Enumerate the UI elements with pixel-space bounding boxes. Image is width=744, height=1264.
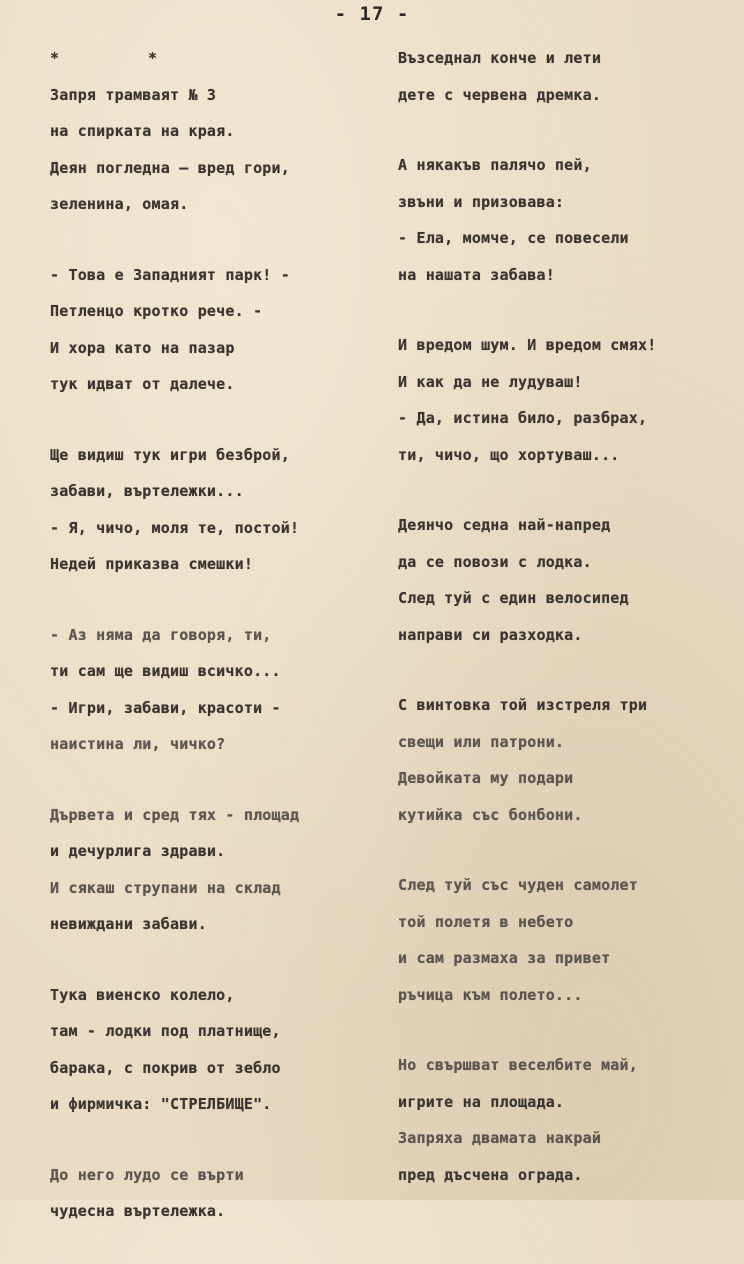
poem-line: Но свършват веселбите май, (398, 1056, 638, 1074)
poem-line: И как да не лудуваш! (398, 372, 583, 391)
stanza (50, 40, 380, 223)
right-column (398, 40, 738, 1227)
poem-line: пред дъсчена ограда. (398, 1165, 583, 1184)
poem-line: - Аз няма да говоря, ти, (50, 625, 272, 644)
poem-line: - Ела, момче, се повесели (398, 229, 629, 247)
poem-line: направи си разходка. (398, 625, 583, 644)
poem-line: Възседнал конче и лети (398, 49, 602, 67)
poem-line: забави, въртележки... (50, 482, 244, 500)
poem-line: и фирмичка: "СТРЕЛБИЩЕ". (50, 1095, 272, 1113)
poem-line: и сам размаха за привет (398, 949, 611, 967)
poem-line: - Игри, забави, красоти - (50, 698, 281, 717)
poem-line: кутийка със бонбони. (398, 805, 583, 824)
stanza (398, 507, 738, 653)
section-stars: * * (50, 49, 198, 67)
poem-line: Ще видиш тук игри безброй, (50, 445, 290, 464)
poem-line: свещи или патрони. (398, 732, 565, 751)
poem-line: - Я, чичо, моля те, постой! (50, 518, 300, 537)
stanza (398, 687, 738, 833)
poem-line: да се повози с лодка. (398, 552, 592, 571)
poem-line: ръчица към полето... (398, 985, 583, 1004)
poem-line: там - лодки под платнище, (50, 1022, 281, 1040)
stanza (50, 437, 380, 583)
poem-line: Дървета и сред тях - площад (50, 805, 300, 824)
poem-line: А някакъв палячо пей, (398, 156, 592, 174)
left-column (50, 40, 380, 1264)
poem-line: Деян погледна – вред гори, (50, 158, 290, 177)
poem-line: чудесна въртележка. (50, 1202, 226, 1220)
stanza (50, 617, 380, 763)
stanza (50, 257, 380, 403)
poem-line: и дечурлига здрави. (50, 842, 226, 860)
poem-line: барака, с покрив от зебло (50, 1058, 281, 1077)
poem-line: След туй с един велосипед (398, 589, 629, 607)
poem-line: Недей приказва смешки! (50, 555, 254, 573)
poem-line: Деянчо седна най-напред (398, 516, 611, 534)
poem-line: той полетя в небето (398, 912, 574, 931)
poem-line: звъни и призовава: (398, 192, 565, 211)
poem-line: невиждани забави. (50, 915, 207, 933)
poem-line: на спирката на края. (50, 122, 235, 140)
stanza (398, 1047, 738, 1193)
poem-line: След туй със чуден самолет (398, 876, 638, 894)
poem-line: Девойката му подари (398, 769, 574, 787)
poem-line: дете с червена дремка. (398, 85, 602, 104)
stanza (398, 40, 738, 113)
stanza (50, 977, 380, 1123)
poem-line: Запря трамваят № 3 (50, 85, 217, 104)
poem-line: - Това е Западният парк! - (50, 265, 290, 284)
stanza (398, 147, 738, 293)
poem-line: Петленцо кротко рече. - (50, 302, 263, 320)
poem-line: И хора като на пазар (50, 338, 235, 357)
poem-line: - Да, истина било, разбрах, (398, 409, 648, 427)
page-number: - 17 - (334, 3, 410, 25)
poem-line: С винтовка той изстреля три (398, 696, 648, 714)
poem-line: До него лудо се върти (50, 1165, 244, 1184)
poem-line: И сякаш струпани на склад (50, 878, 281, 897)
poem-line: ти, чичо, що хортуваш... (398, 445, 620, 464)
poem-line: Тука виенско колело, (50, 985, 235, 1004)
poem-line: на нашата забава! (398, 265, 555, 284)
poem-line: ти сам ще видиш всичко... (50, 662, 281, 680)
poem-line: И вредом шум. И вредом смях! (398, 336, 657, 354)
stanza (398, 327, 738, 473)
stanza (398, 867, 738, 1013)
poem-line: игрите на площада. (398, 1092, 565, 1111)
poem-line: Запряха двамата накрай (398, 1129, 602, 1147)
poem-line: наистина ли, чичко? (50, 735, 226, 753)
poem-line: тук идват от далече. (50, 375, 235, 393)
stanza (50, 797, 380, 943)
poem-line: зеленина, омая. (50, 195, 189, 213)
stanza (50, 1157, 380, 1230)
